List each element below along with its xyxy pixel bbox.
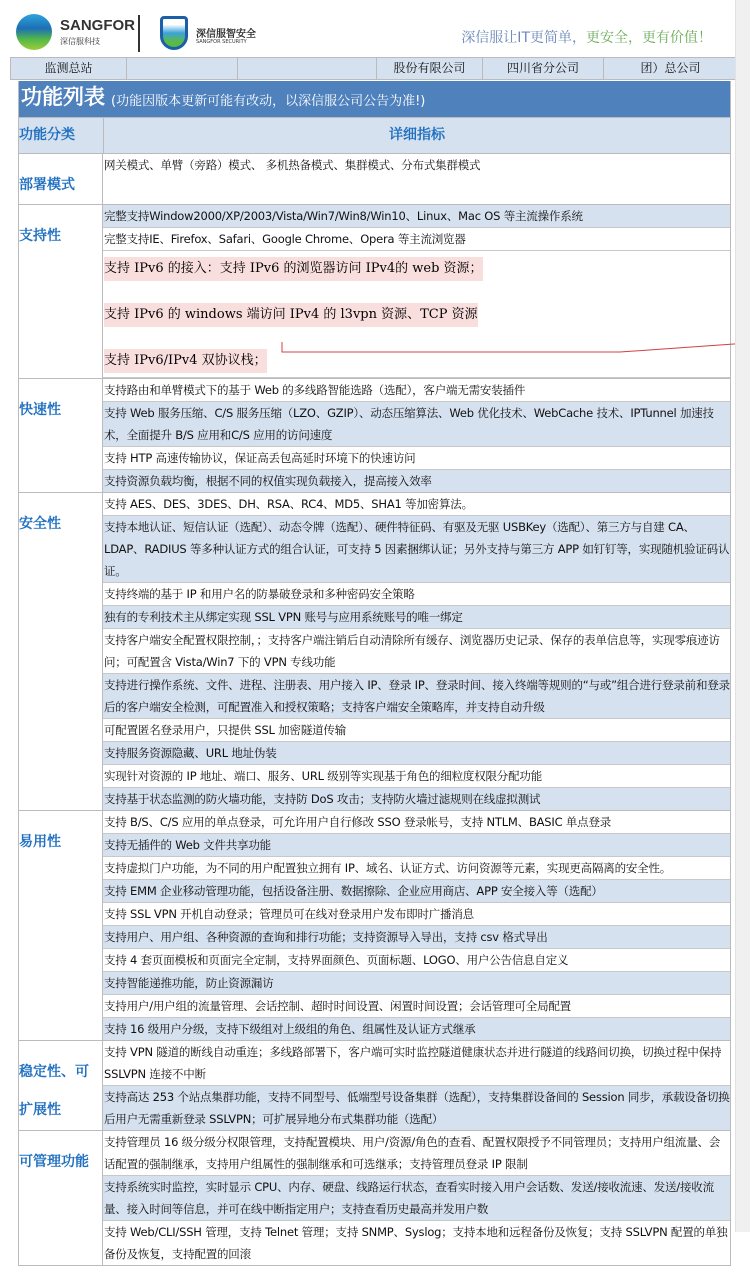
feature-item: 支持管理员 16 级分级分权限管理，支持配置模块、用户/资源/角色的查看、配置权限授予不同管理员；支持用户组流量、会话配置的强制继承，支持用户组属性的强制继承和可选继承；支持管理员登录 IP 限制 [103, 1131, 730, 1176]
feature-item: 支持 Web/CLI/SSH 管理，支持 Telnet 管理；支持 SNMP、Syslog；支持本地和远程备份及恢复；支持 SSLVPN 配置的单独备份及恢复，支持配置的回滚 [104, 1225, 728, 1261]
sangfor-logo-icon [16, 14, 52, 50]
category-items [103, 811, 730, 1040]
feature-item: 支持 VPN 隧道的断线自动重连；多线路部署下，客户端可实时监控隧道健康状态并进行隧道的线路间切换，切换过程中保持 SSLVPN 连接不中断 [103, 1041, 730, 1086]
feature-item: 支持资源负载均衡，根据不同的权值实现负载接入，提高接入效率 [103, 470, 730, 492]
line-gap [104, 327, 730, 349]
feature-item: 支持本地认证、短信认证（选配）、动态令牌（选配）、硬件特征码、有驱及无驱 USBKey（选配）、第三方与自建 CA、LDAP、RADIUS 等多种认证方式的组合认证，可支持 5 因素捆绑认证；另外支持与第三方 APP 如钉钉等，实现随机验证码认证。 [103, 516, 730, 583]
category-items [103, 493, 730, 810]
feature-item: 支持客户端安全配置权限控制，；支持客户端注销后自动清除所有缓存、浏览器历史记录、保存的表单信息等，实现零痕迹访问；可配置含 Vista/Win7 下的 VPN 专线功能 [103, 629, 730, 674]
category-name: 可管理功能 [19, 1131, 103, 1265]
category-row [19, 810, 730, 1040]
logo-divider [138, 15, 140, 52]
feature-item: 支持智能递推功能，防止资源漏访 [103, 972, 730, 995]
nav-bar [10, 57, 738, 80]
category-name: 安全性 [19, 493, 103, 810]
feature-item: 支持 EMM 企业移动管理功能，包括设备注册、数据擦除、企业应用商店、APP 安全接入等（选配） [103, 880, 730, 903]
category-row [19, 492, 730, 810]
category-row [19, 153, 730, 204]
ipv6-line [104, 349, 730, 373]
category-row [19, 1130, 730, 1265]
column-header-category: 功能分类 [19, 118, 104, 153]
category-row [19, 378, 730, 492]
feature-item: 支持系统实时监控，实时显示 CPU、内存、硬盘、线路运行状态，查看实时接入用户会话数、发送/接收流速、发送/接收流量、接入时间等信息，并可在线中断指定用户；支持查看历史最高并发用户数 [103, 1176, 730, 1221]
sangfor-logo-text: SANGFOR [60, 17, 135, 34]
table-body [19, 153, 730, 1265]
category-name: 稳定性、可扩展性 [19, 1041, 103, 1130]
feature-item: 实现针对资源的 IP 地址、端口、服务、URL 级别等实现基于角色的细粒度权限分配功能 [103, 765, 730, 788]
feature-item: 独有的专利技术主从绑定实现 SSL VPN 账号与应用系统账号的唯一绑定 [103, 606, 730, 629]
category-items [103, 1131, 730, 1265]
feature-item: 支持 B/S、C/S 应用的单点登录，可允许用户自行修改 SSO 登录帐号，支持 NTLM、BASIC 单点登录 [103, 811, 730, 834]
ipv6-line [104, 257, 730, 281]
category-items [103, 205, 730, 378]
table-title: 功能列表 [21, 85, 105, 109]
feature-item: 支持高达 253 个站点集群功能，支持不同型号、低端型号设备集群（选配），支持集群设备间的 Session 同步，承载设备切换后用户无需重新登录 SSLVPN；可扩展异地分布式集群功能（选配） [103, 1086, 730, 1130]
table-title-note: (功能因版本更新可能有改动，以深信服公司公告为准!) [111, 94, 426, 109]
category-row [19, 204, 730, 378]
page-header [0, 0, 736, 56]
category-name: 易用性 [19, 811, 103, 1040]
nav-cell-2 [238, 58, 377, 79]
feature-item: 网关模式、单臂（旁路）模式、 多机热备模式、集群模式、分布式集群模式 [104, 158, 481, 172]
sangfor-logo-subtext: 深信服科技 [60, 37, 100, 46]
nav-cell-1 [127, 58, 238, 79]
feature-item: 支持无插件的 Web 文件共享功能 [103, 834, 730, 857]
feature-item: 支持终端的基于 IP 和用户名的防暴破登录和多种密码安全策略 [103, 583, 730, 606]
slogan-part-a: 深信服让IT更简单， [461, 30, 586, 46]
category-items [103, 154, 730, 204]
ipv6-text: 支持 IPv6 的 windows 端访问 IPv4 的 l3vpn 资源、TCP 资源 [104, 303, 478, 327]
nav-cell-5: 团）总公司 [640, 61, 701, 75]
nav-cell-3: 股份有限公司 [377, 58, 483, 79]
feature-table [18, 81, 731, 1266]
feature-item: 支持用户、用户组、各种资源的查询和排行功能；支持资源导入导出，支持 csv 格式导出 [103, 926, 730, 949]
line-gap [104, 281, 730, 303]
feature-item: 完整支持IE、Firefox、Safari、Google Chrome、Opera 等主流浏览器 [103, 228, 730, 251]
category-name: 部署模式 [19, 154, 103, 204]
ipv6-line [104, 303, 730, 327]
nav-cell-4: 四川省分公司 [483, 58, 604, 79]
scrollbar[interactable] [735, 0, 750, 1232]
feature-item: 支持 Web 服务压缩、C/S 服务压缩（LZO、GZIP）、动态压缩算法、Web 优化技术、WebCache 技术、IPTunnel 加速技术，全面提升 B/S 应用和C/S 应用的访问速度 [103, 402, 730, 447]
sangfor-security-logo-subtext: SANGFOR SECURITY [196, 39, 247, 45]
ipv6-text: 支持 IPv6/IPv4 双协议栈； [104, 349, 267, 373]
nav-cell-0: 监测总站 [11, 58, 127, 79]
table-column-header [19, 117, 730, 153]
ipv6-text: 支持 IPv6 的接入：支持 IPv6 的浏览器访问 IPv4的 web 资源； [104, 257, 483, 281]
sangfor-security-logo-text: 深信服智安全 [196, 29, 256, 40]
slogan-part-b: 更安全，更有价值！ [586, 30, 712, 46]
category-row [19, 1040, 730, 1130]
feature-item: 支持 AES、DES、3DES、DH、RSA、RC4、MD5、SHA1 等加密算法。 [103, 493, 730, 516]
feature-item: 支持用户/用户组的流量管理、会话控制、超时时间设置、闲置时间设置；会话管理可全局配置 [103, 995, 730, 1018]
feature-item: 支持 HTP 高速传输协议，保证高丢包高延时环境下的快速访问 [103, 447, 730, 470]
feature-item: 可配置匿名登录用户，只提供 SSL 加密隧道传输 [103, 719, 730, 742]
feature-item: 支持路由和单臂模式下的基于 Web 的多线路智能选路（选配），客户端无需安装插件 [103, 379, 730, 402]
column-header-detail: 详细指标 [389, 127, 445, 143]
category-name: 支持性 [19, 205, 103, 378]
feature-item: 支持虚拟门户功能，为不同的用户配置独立拥有 IP、域名、认证方式、访问资源等元素，实现更高隔离的安全性。 [103, 857, 730, 880]
table-title-bar [19, 81, 730, 117]
feature-item: 支持服务资源隐藏、URL 地址伪装 [103, 742, 730, 765]
sangfor-security-shield-icon [160, 16, 188, 50]
slogan [461, 27, 712, 47]
category-items [103, 1041, 730, 1130]
category-name: 快速性 [19, 379, 103, 492]
feature-item: 支持进行操作系统、文件、进程、注册表、用户接入 IP、登录 IP、登录时间、接入终端等规则的“与或”组合进行登录前和登录后的客户端安全检测，可配置准入和授权策略；支持客户端安全策略库，并支持自动升级 [103, 674, 730, 719]
category-items [103, 379, 730, 492]
feature-item: 支持 16 级用户分级，支持下级组对上级组的角色、组属性及认证方式继承 [103, 1018, 730, 1040]
ipv6-support-block [103, 251, 730, 378]
feature-item: 支持 SSL VPN 开机自动登录；管理员可在线对登录用户发布即时广播消息 [103, 903, 730, 926]
feature-item: 支持基于状态监测的防火墙功能，支持防 DoS 攻击；支持防火墙过滤规则在线虚拟测试 [103, 788, 730, 810]
feature-item: 支持 4 套页面模板和页面完全定制，支持界面颜色、页面标题、LOGO、用户公告信息自定义 [103, 949, 730, 972]
feature-item: 完整支持Window2000/XP/2003/Vista/Win7/Win8/Win10、Linux、Mac OS 等主流操作系统 [103, 205, 730, 228]
